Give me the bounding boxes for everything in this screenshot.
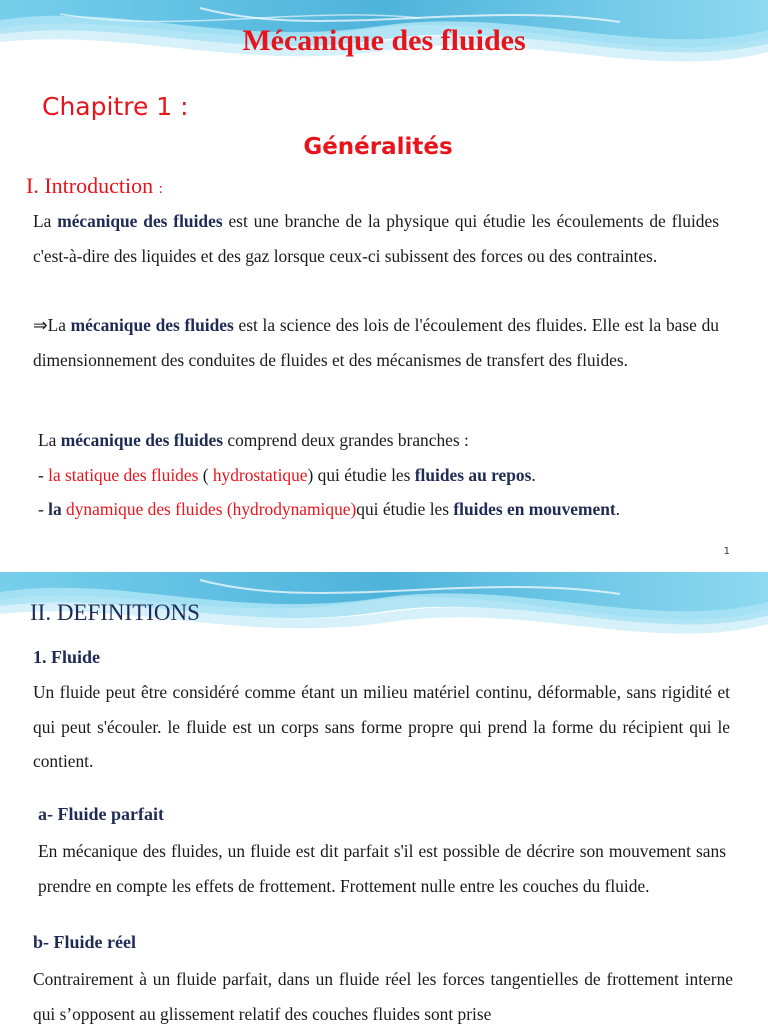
text-run: comprend deux grandes branches : <box>223 430 469 450</box>
intro-paragraph-1 <box>33 204 719 273</box>
text-run: est une branche de la physique qui étudie les écoulements de fluides c'est-à-dire des liquides et des gaz lorsque ceux-ci subissent des forces ou des contraintes. <box>33 211 719 266</box>
section-heading-colon: : <box>158 181 163 197</box>
subheading-fluide-parfait: a- Fluide parfait <box>38 804 164 824</box>
branches-paragraph <box>38 423 720 527</box>
text-run: La <box>47 315 71 335</box>
slide-2 <box>0 572 768 1024</box>
text-run: ) <box>307 464 314 485</box>
subheading-fluide: 1. Fluide <box>33 647 101 667</box>
fluide-definition: Un fluide peut être considéré comme étant un milieu matériel continu, déformable, sans rigidité et qui peut s'écouler. le fluide est un corps sans forme propre qui prend la forme du récipient qui le contient. <box>33 682 730 771</box>
section-heading-definitions: II. DEFINITIONS <box>30 600 200 625</box>
text-run: . <box>615 499 621 519</box>
bullet-dash: - <box>38 464 49 485</box>
fluide-reel-definition: Contrairement à un fluide parfait, dans un fluide réel les forces tangentielles de frottement interne qui s’opposent au glissement relatif des couches fluides sont prise <box>33 969 733 1024</box>
fluide-parfait-definition: En mécanique des fluides, un fluide est dit parfait s'il est possible de décrire son mouvement sans prendre en compte les effets de frottement. Frottement nulle entre les couches du fluide. <box>38 841 726 896</box>
intro-paragraph-2 <box>33 308 719 377</box>
branch-name-dynamique: dynamique des fluides (hydrodynamique) <box>61 499 357 519</box>
chapter-title: Généralités <box>303 134 453 160</box>
text-run: est la science des lois de l'écoulement des fluides. Elle est la base du dimensionnement des conduites de fluides et des mécanismes de transfert des fluides. <box>33 315 719 370</box>
section-heading-introduction <box>26 173 163 199</box>
bold-term: la <box>48 499 62 519</box>
text-run: qui étudie les <box>313 464 415 485</box>
text-run: . <box>531 464 536 485</box>
text-run: La <box>38 430 61 450</box>
text-run: La <box>33 211 58 231</box>
bullet-dash: - <box>38 499 49 519</box>
branch-name-statique: la statique des fluides <box>48 464 199 485</box>
section-heading-text: I. Introduction <box>26 173 154 198</box>
page-number: 1 <box>723 546 730 557</box>
bold-term: fluides au repos <box>414 464 532 485</box>
subheading-fluide-reel: b- Fluide réel <box>33 932 136 952</box>
text-run: qui étudie les <box>356 499 454 519</box>
text-run: ( <box>198 464 213 485</box>
slide-title: Mécanique des fluides <box>242 24 526 57</box>
bold-term: mécanique des fluides <box>70 315 234 335</box>
chapter-label: Chapitre 1 : <box>42 92 189 121</box>
bold-term: fluides en mouvement <box>453 499 616 519</box>
implies-arrow-icon: ⇒ <box>33 315 48 335</box>
bold-term: mécanique des fluides <box>60 430 224 450</box>
bold-term: mécanique des fluides <box>57 211 223 231</box>
branch-alias-hydrostatique: hydrostatique <box>212 464 308 485</box>
